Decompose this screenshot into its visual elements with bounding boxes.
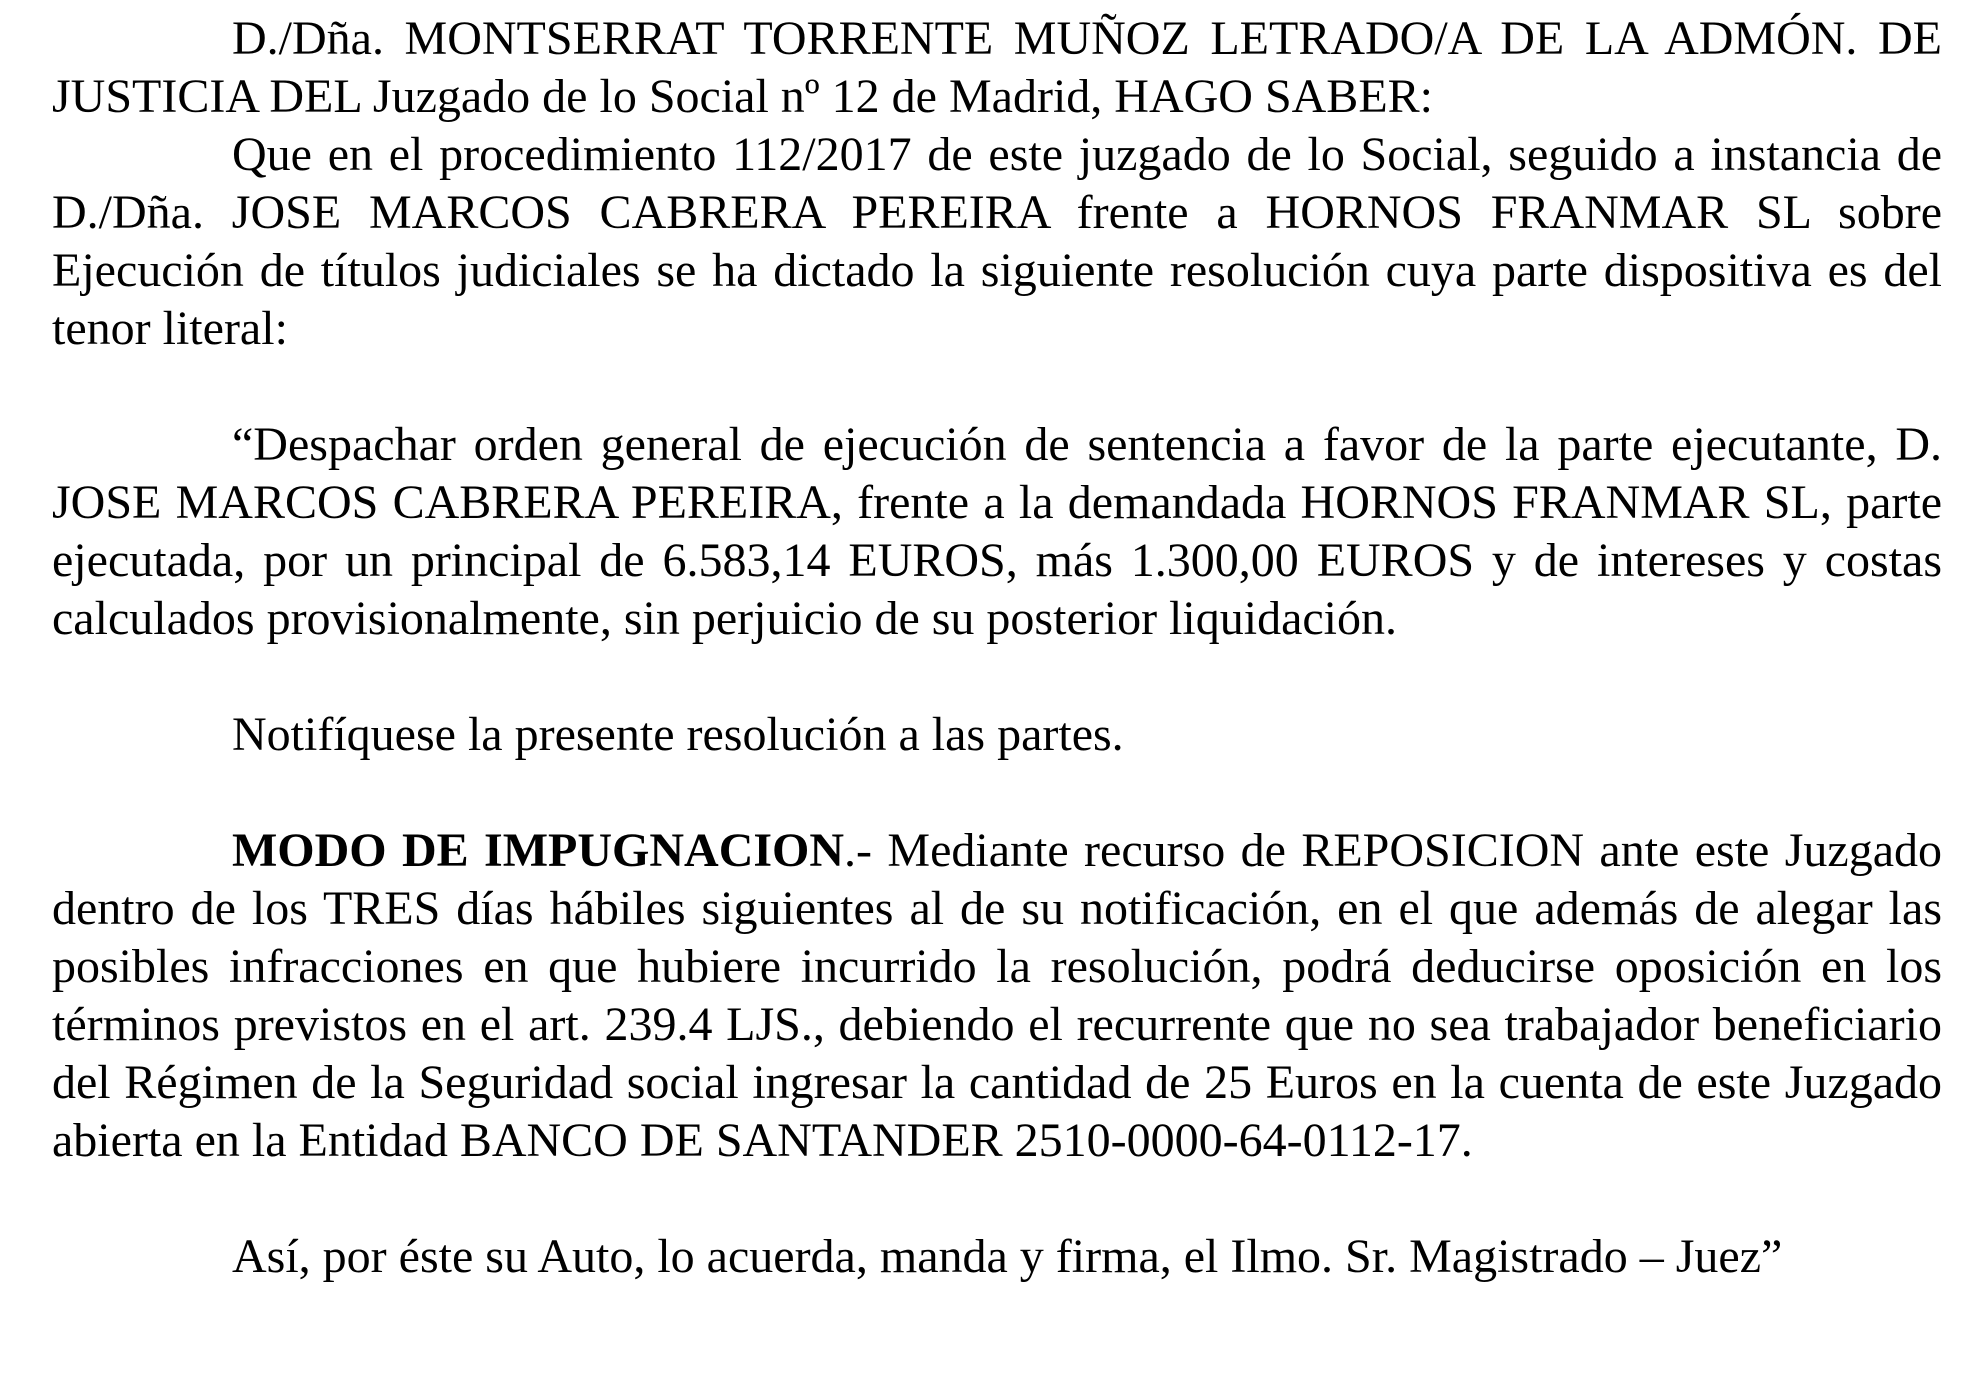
impugnacion-heading: MODO DE IMPUGNACION [232, 824, 845, 877]
document-page [52, 10, 1942, 1286]
order-paragraph: “Despachar orden general de ejecución de sentencia a favor de la parte ejecutante, D. JOSE MARCOS CABRERA PEREIRA, frente a la demandada HORNOS FRANMAR SL, parte ejecutada, por un principal de 6.583,14 EUROS, más 1.300,00 EUROS y de intereses y costas calculados provisionalmente, sin perjuicio de su posterior liquidación. [52, 418, 1942, 645]
impugnacion-text: .- Mediante recurso de REPOSICION ante este Juzgado dentro de los TRES días hábiles siguientes al de su notificación, en el que además de alegar las posibles infracciones en que hubiere incurrido la resolución, podrá deducirse oposición en los términos previstos en el art. 239.4 LJS., debiendo el recurrente que no sea trabajador beneficiario del Régimen de la Seguridad social ingresar la cantidad de 25 Euros en la cuenta de este Juzgado abierta en la Entidad BANCO DE SANTANDER 2510-0000-64-0112-17. [52, 824, 1943, 1167]
intro-paragraph: Que en el procedimiento 112/2017 de este juzgado de lo Social, seguido a instancia de D./Dña. JOSE MARCOS CABRERA PEREIRA frente a HORNOS FRANMAR SL sobre Ejecución de títulos judiciales se ha dictado la siguiente resolución cuya parte dispositiva es del tenor literal: [52, 128, 1942, 355]
impugnacion-paragraph [52, 822, 1942, 1170]
closing-paragraph: Así, por éste su Auto, lo acuerda, manda y firma, el Ilmo. Sr. Magistrado – Juez” [232, 1230, 1783, 1283]
notify-paragraph: Notifíquese la presente resolución a las partes. [232, 708, 1124, 761]
header-paragraph: D./Dña. MONTSERRAT TORRENTE MUÑOZ LETRADO/A DE LA ADMÓN. DE JUSTICIA DEL Juzgado de lo Social nº 12 de Madrid, HAGO SABER: [52, 12, 1942, 123]
